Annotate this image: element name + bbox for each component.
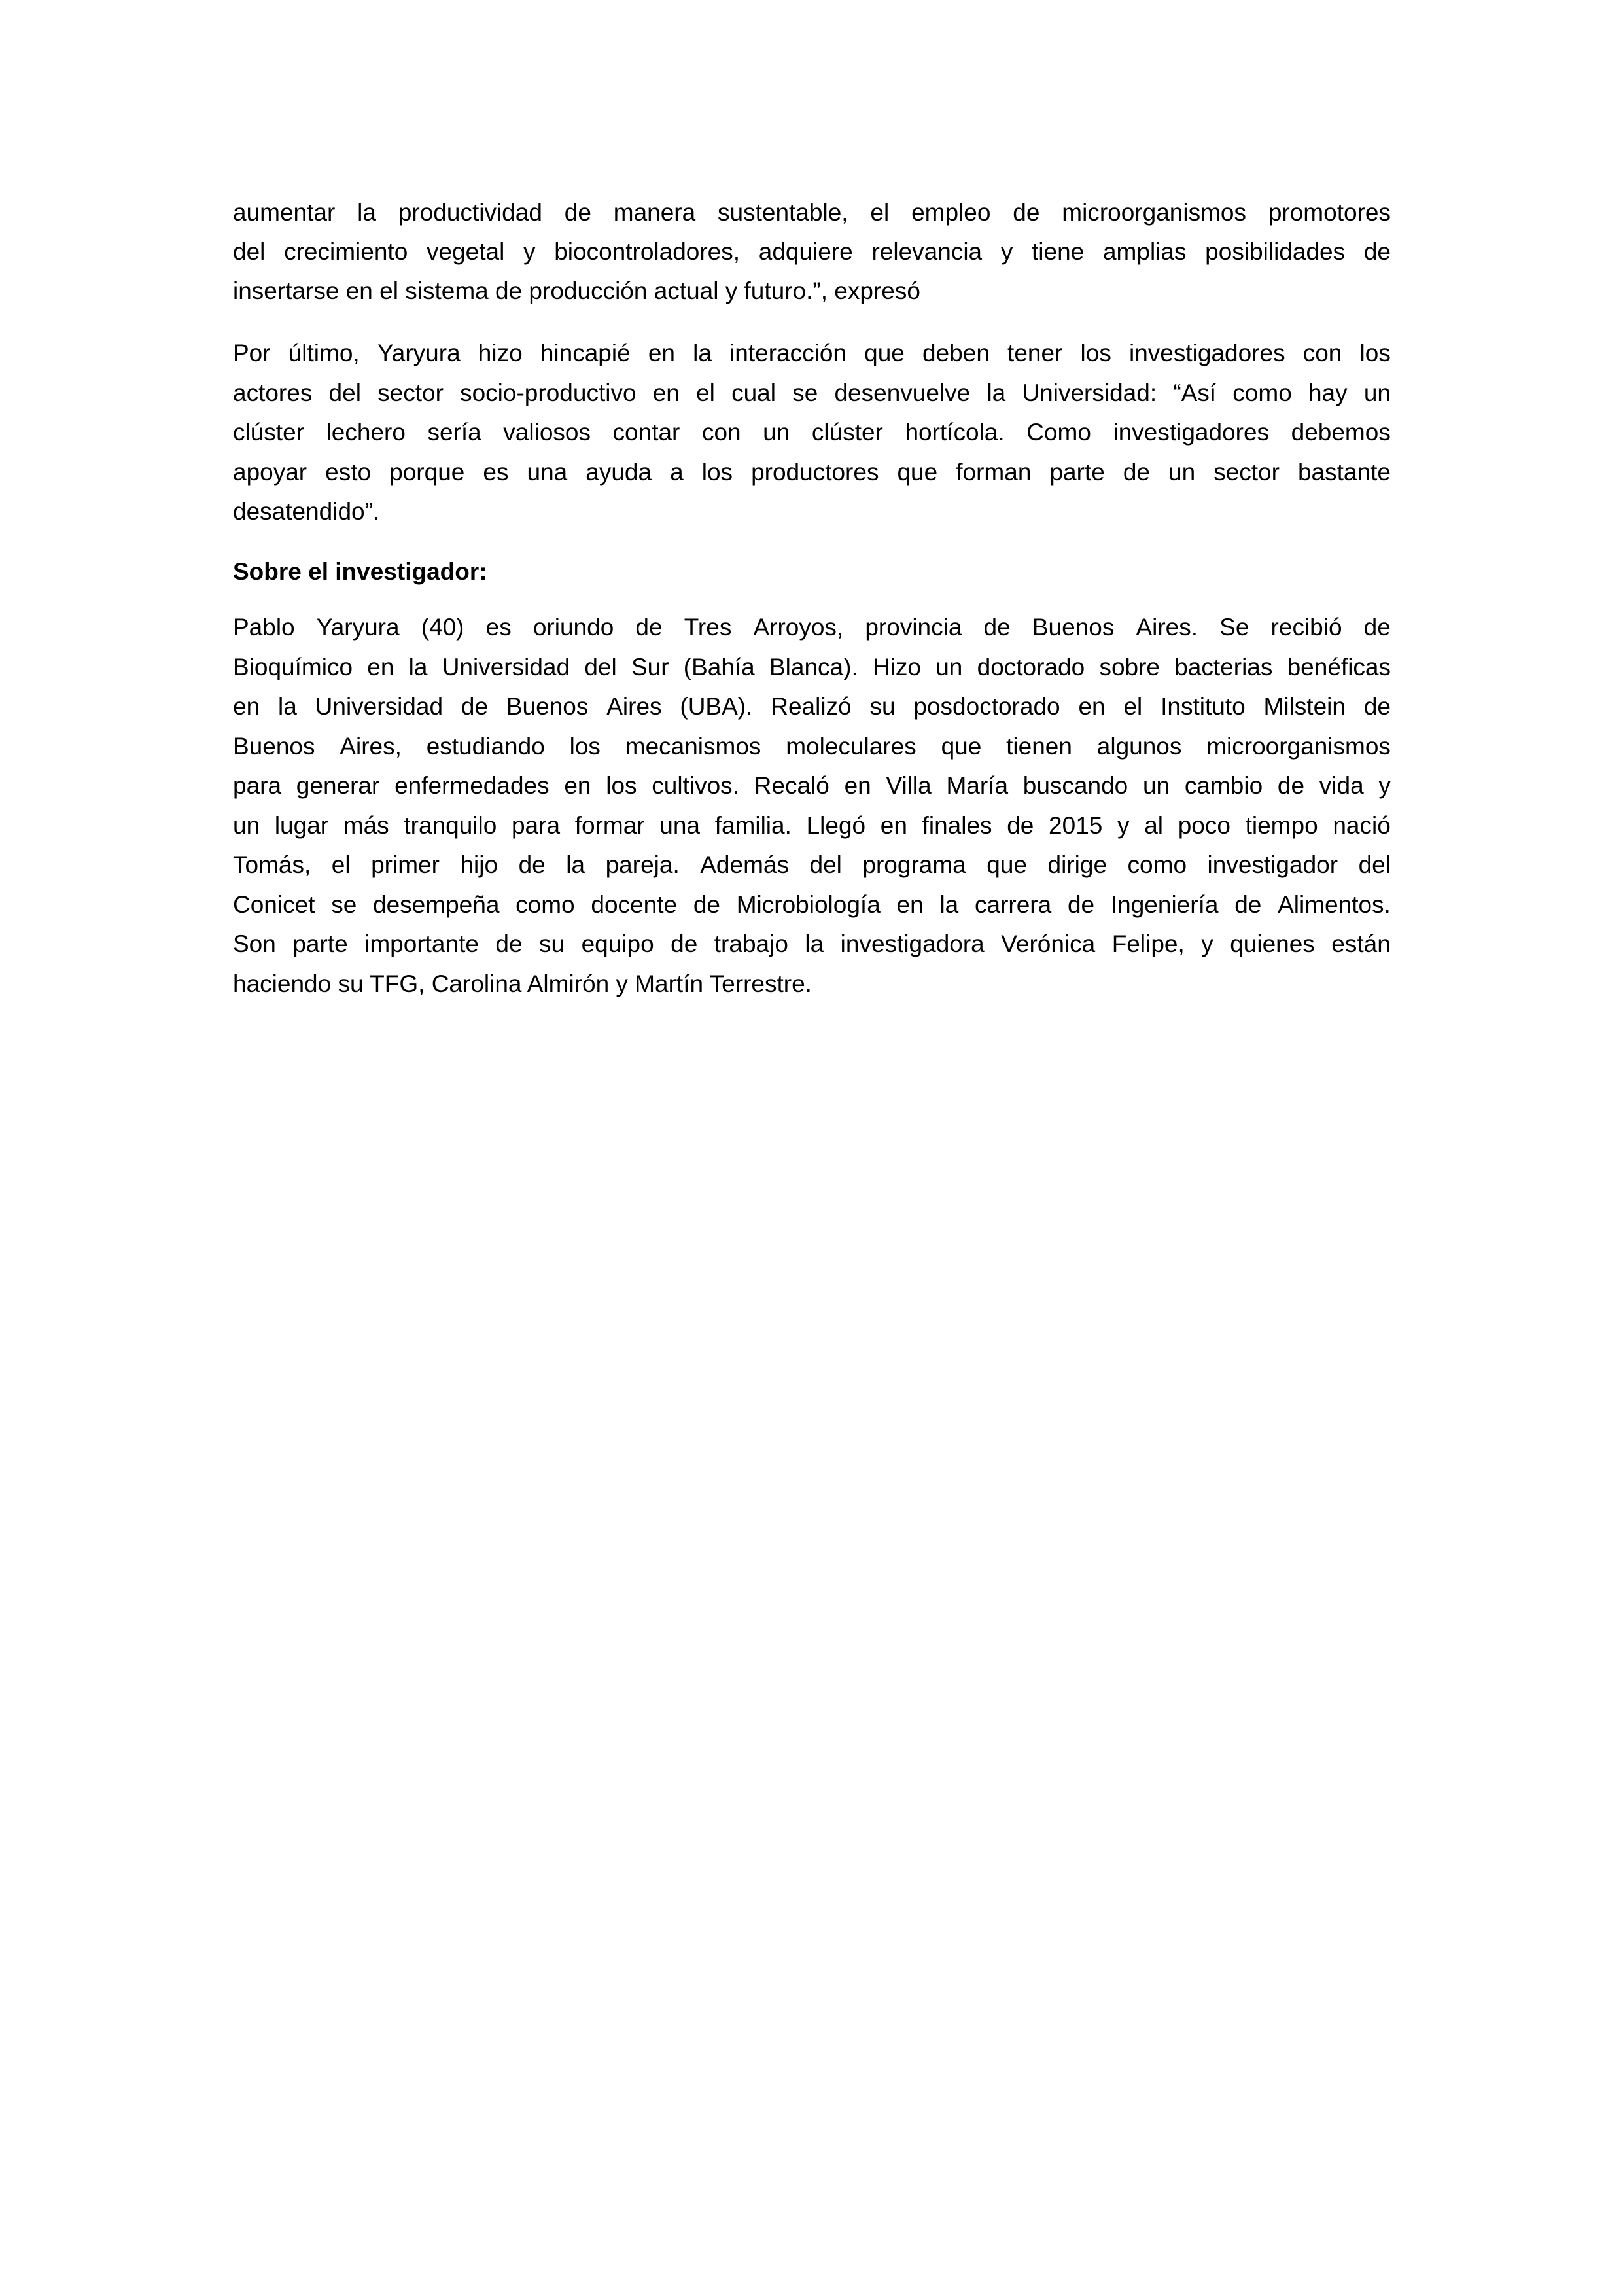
word: “Así <box>1173 380 1217 406</box>
word: benéficas <box>1287 654 1391 680</box>
word: un <box>935 654 963 680</box>
word: que <box>941 733 982 760</box>
word: la <box>939 891 959 918</box>
word: hay <box>1308 380 1348 406</box>
word: como <box>515 891 575 918</box>
word: aumentar <box>233 199 336 226</box>
word: en <box>652 380 680 406</box>
word: Yaryura <box>316 614 400 641</box>
word: sustentable, <box>718 199 848 226</box>
word: un <box>1363 380 1391 406</box>
word: provincia <box>865 614 962 641</box>
word: de <box>495 930 523 957</box>
word: y <box>1378 772 1391 799</box>
word: Aires. <box>1136 614 1198 641</box>
word: Por <box>233 340 271 366</box>
word: Universidad: <box>1022 380 1157 406</box>
paragraph-line: desatendido”. <box>233 498 380 525</box>
word: y <box>523 238 536 265</box>
word: de <box>1234 891 1262 918</box>
word: del <box>809 851 842 878</box>
word: de <box>518 851 546 878</box>
word: valiosos <box>503 419 591 446</box>
word: Conicet <box>233 891 315 918</box>
word: los <box>701 459 733 486</box>
word: tiene <box>1032 238 1085 265</box>
word: promotores <box>1268 199 1391 226</box>
word: de <box>671 930 698 957</box>
word: de <box>635 614 663 641</box>
word: Pablo <box>233 614 295 641</box>
word: carrera <box>975 891 1052 918</box>
word: actores <box>233 380 313 406</box>
word: una <box>659 812 701 839</box>
word: de <box>564 199 591 226</box>
word: dirige <box>1047 851 1108 878</box>
word: al <box>1144 812 1164 839</box>
word: (UBA). <box>680 693 753 720</box>
word: y <box>1117 812 1130 839</box>
word: investigadores <box>1128 340 1285 366</box>
paragraph-line <box>233 805 1391 845</box>
word: trabajo <box>714 930 788 957</box>
word: Yaryura <box>377 340 461 366</box>
word: formar <box>574 812 645 839</box>
word: productores <box>751 459 879 486</box>
word: importante <box>364 930 479 957</box>
word: están <box>1331 930 1391 957</box>
word: tiempo <box>1245 812 1318 839</box>
word: quienes <box>1230 930 1315 957</box>
word: desenvuelve <box>834 380 971 406</box>
word: Tomás, <box>233 851 311 878</box>
word: Alimentos. <box>1278 891 1391 918</box>
word: tranquilo <box>404 812 497 839</box>
word: Aires <box>606 693 662 720</box>
word: es <box>485 614 512 641</box>
word: programa <box>862 851 966 878</box>
word: del <box>1358 851 1391 878</box>
word: los <box>1080 340 1111 366</box>
word: sector <box>377 380 444 406</box>
paragraph-line <box>233 766 1391 805</box>
word: mecanismos <box>625 733 761 760</box>
word: microorganismos <box>1062 199 1246 226</box>
word: Villa <box>886 772 932 799</box>
word: ayuda <box>585 459 652 486</box>
word: lugar <box>274 812 329 839</box>
word: algunos <box>1096 733 1182 760</box>
word: relevancia <box>871 238 983 265</box>
paragraph-line <box>233 607 1391 647</box>
paragraph-line <box>233 924 1391 964</box>
word: desempeña <box>373 891 500 918</box>
section-heading: Sobre el investigador: <box>233 558 487 585</box>
word: enfermedades <box>394 772 550 799</box>
word: Tres <box>684 614 732 641</box>
word: último, <box>288 340 360 366</box>
word: apoyar <box>233 459 307 486</box>
word: el <box>331 851 351 878</box>
word: Microbiología <box>736 891 881 918</box>
word: empleo <box>911 199 991 226</box>
word: sería <box>427 419 481 446</box>
word: de <box>1363 238 1391 265</box>
word: el <box>1123 693 1143 720</box>
word: biocontroladores, <box>554 238 741 265</box>
word: poco <box>1178 812 1230 839</box>
word: Se <box>1219 614 1249 641</box>
word: más <box>343 812 389 839</box>
word: sobre <box>1099 654 1160 680</box>
paragraph-line <box>233 333 1391 373</box>
word: Ingeniería <box>1110 891 1219 918</box>
word: los <box>1359 340 1391 366</box>
word: en <box>648 340 675 366</box>
word: crecimiento <box>284 238 408 265</box>
word: Sur <box>631 654 669 680</box>
word: amplias <box>1102 238 1187 265</box>
word: doctorado <box>977 654 1085 680</box>
word: familia. <box>714 812 792 839</box>
word: Arroyos, <box>753 614 844 641</box>
word: la <box>693 340 712 366</box>
word: un <box>1142 772 1170 799</box>
word: la <box>986 380 1006 406</box>
word: el <box>696 380 715 406</box>
word: Recaló <box>754 772 829 799</box>
word: de <box>1013 199 1040 226</box>
word: hincapié <box>540 340 631 366</box>
paragraph-line <box>233 412 1391 452</box>
word: contar <box>612 419 680 446</box>
word: parte <box>1049 459 1105 486</box>
word: en <box>367 654 394 680</box>
paragraph-line <box>233 192 1391 232</box>
word: microorganismos <box>1206 733 1391 760</box>
word: oriundo <box>532 614 614 641</box>
word: de <box>1363 614 1391 641</box>
paragraph-line <box>233 452 1391 492</box>
word: en <box>233 693 260 720</box>
word: manera <box>613 199 696 226</box>
word: bacterias <box>1174 654 1273 680</box>
word: vegetal <box>426 238 505 265</box>
word: socio-productivo <box>460 380 637 406</box>
word: tener <box>1007 340 1063 366</box>
word: cultivos. <box>652 772 739 799</box>
word: equipo <box>581 930 654 957</box>
word: bastante <box>1297 459 1391 486</box>
word: del <box>233 238 266 265</box>
word: primer <box>371 851 440 878</box>
word: cambio <box>1184 772 1263 799</box>
word: se <box>792 380 818 406</box>
word: (Bahía <box>683 654 755 680</box>
word: Como <box>1026 419 1091 446</box>
word: Milstein <box>1263 693 1346 720</box>
word: Llegó <box>806 812 866 839</box>
word: para <box>233 772 282 799</box>
word: clúster <box>811 419 883 446</box>
word: buscando <box>1022 772 1128 799</box>
word: en <box>564 772 591 799</box>
word: de <box>693 891 720 918</box>
word: deben <box>922 340 990 366</box>
paragraph-line <box>233 686 1391 726</box>
word: Buenos <box>506 693 589 720</box>
word: hijo <box>460 851 498 878</box>
word: del <box>584 654 617 680</box>
word: de <box>1363 693 1391 720</box>
word: Felipe, <box>1111 930 1185 957</box>
word: de <box>461 693 489 720</box>
word: cual <box>731 380 776 406</box>
word: la <box>278 693 297 720</box>
word: la <box>408 654 428 680</box>
word: de <box>1277 772 1305 799</box>
word: Blanca). <box>769 654 858 680</box>
word: lechero <box>326 419 406 446</box>
word: productividad <box>398 199 542 226</box>
word: Verónica <box>1001 930 1096 957</box>
word: Universidad <box>315 693 444 720</box>
word: hortícola. <box>905 419 1005 446</box>
word: recibió <box>1270 614 1342 641</box>
word: la <box>805 930 824 957</box>
word: en <box>1078 693 1106 720</box>
word: adquiere <box>758 238 853 265</box>
word: una <box>527 459 568 486</box>
word: del <box>328 380 361 406</box>
word: de <box>1067 891 1095 918</box>
word: investigadores <box>1113 419 1270 446</box>
word: que <box>986 851 1028 878</box>
word: de <box>1123 459 1150 486</box>
paragraph-line: haciendo su TFG, Carolina Almirón y Martín Terrestre. <box>233 970 812 997</box>
word: porque <box>389 459 465 486</box>
word: y <box>1000 238 1013 265</box>
word: finales <box>922 812 992 839</box>
word: María <box>946 772 1009 799</box>
word: generar <box>296 772 380 799</box>
word: y <box>1201 930 1213 957</box>
word: que <box>864 340 905 366</box>
paragraph-line <box>233 845 1391 885</box>
word: vida <box>1319 772 1364 799</box>
word: los <box>606 772 637 799</box>
word: (40) <box>421 614 464 641</box>
paragraph-line <box>233 232 1391 272</box>
word: estudiando <box>426 733 545 760</box>
word: en <box>896 891 924 918</box>
word: Aires, <box>340 733 402 760</box>
paragraph-line <box>233 726 1391 766</box>
word: hizo <box>478 340 523 366</box>
word: 2015 <box>1049 812 1103 839</box>
word: de <box>983 614 1011 641</box>
word: Bioquímico <box>233 654 353 680</box>
word: en <box>880 812 907 839</box>
word: posdoctorado <box>913 693 1060 720</box>
word: Buenos <box>233 733 315 760</box>
word: Son <box>233 930 276 957</box>
word: con <box>1302 340 1342 366</box>
word: parte <box>292 930 348 957</box>
word: Además <box>700 851 789 878</box>
word: Buenos <box>1032 614 1115 641</box>
word: moleculares <box>786 733 916 760</box>
paragraph-line <box>233 647 1391 687</box>
word: un <box>763 419 790 446</box>
word: se <box>331 891 357 918</box>
word: la <box>566 851 585 878</box>
word: el <box>870 199 890 226</box>
word: pareja. <box>605 851 680 878</box>
word: docente <box>591 891 678 918</box>
word: de <box>1007 812 1034 839</box>
word: Hizo <box>872 654 921 680</box>
word: investigador <box>1207 851 1338 878</box>
word: interacción <box>729 340 846 366</box>
word: los <box>569 733 601 760</box>
word: con <box>701 419 741 446</box>
word: clúster <box>233 419 304 446</box>
word: sector <box>1213 459 1280 486</box>
word: es <box>483 459 509 486</box>
word: un <box>233 812 260 839</box>
paragraph-line: insertarse en el sistema de producción actual y futuro.”, expresó <box>233 277 920 304</box>
word: un <box>1168 459 1196 486</box>
word: como <box>1232 380 1292 406</box>
word: que <box>897 459 938 486</box>
word: investigadora <box>840 930 985 957</box>
word: para <box>511 812 561 839</box>
paragraph-line <box>233 885 1391 925</box>
word: como <box>1127 851 1187 878</box>
word: la <box>357 199 376 226</box>
word: forman <box>956 459 1032 486</box>
word: Realizó <box>771 693 852 720</box>
word: a <box>670 459 684 486</box>
word: Instituto <box>1161 693 1246 720</box>
word: su <box>539 930 565 957</box>
word: en <box>844 772 871 799</box>
word: tienen <box>1006 733 1072 760</box>
word: su <box>869 693 896 720</box>
word: nació <box>1333 812 1391 839</box>
paragraph-line <box>233 373 1391 413</box>
word: Universidad <box>442 654 570 680</box>
word: debemos <box>1291 419 1391 446</box>
word: esto <box>325 459 372 486</box>
word: posibilidades <box>1205 238 1346 265</box>
